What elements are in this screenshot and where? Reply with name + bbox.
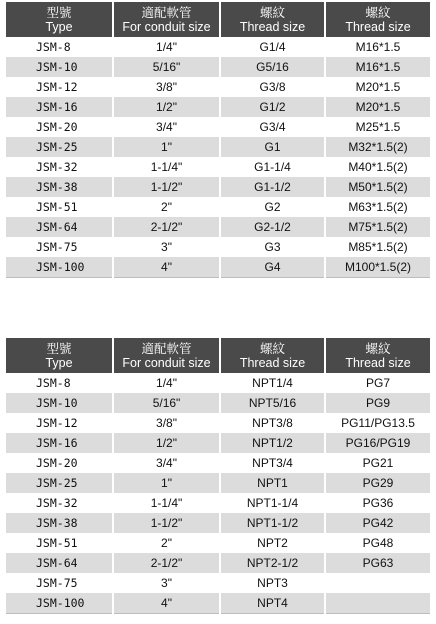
cell-conduit-size: 1/4" (113, 373, 220, 393)
cell-thread-size-alt: PG9 (325, 393, 430, 413)
cell-conduit-size: 5/16" (113, 393, 220, 413)
cell-thread-size-alt: PG48 (325, 533, 430, 553)
cell-thread-size: NPT2-1/2 (220, 553, 325, 573)
cell-thread-size: G3/4 (220, 117, 325, 137)
spec-table-npt-pg (6, 338, 430, 614)
table-row (6, 237, 430, 257)
header-cn: 型號 (46, 5, 72, 20)
cell-thread-size: NPT1/2 (220, 433, 325, 453)
cell-conduit-size: 3/8" (113, 77, 220, 97)
table-header (6, 338, 430, 373)
cell-conduit-size: 3/4" (113, 453, 220, 473)
cell-conduit-size: 2" (113, 197, 220, 217)
cell-thread-size-alt: M100*1.5(2) (325, 257, 430, 278)
header-thread-size-pg (325, 338, 430, 373)
header-cn: 螺紋 (365, 341, 391, 356)
spec-table-g-metric (6, 2, 430, 278)
cell-thread-size: G1 (220, 137, 325, 157)
header-row (6, 2, 430, 37)
cell-type: JSM-10 (6, 57, 113, 77)
header-type (6, 2, 113, 37)
cell-conduit-size: 1/2" (113, 433, 220, 453)
cell-conduit-size: 2-1/2" (113, 553, 220, 573)
cell-thread-size-alt: M20*1.5 (325, 77, 430, 97)
table-row (6, 77, 430, 97)
cell-thread-size-alt: M85*1.5(2) (325, 237, 430, 257)
cell-thread-size-alt: PG42 (325, 513, 430, 533)
cell-conduit-size: 3" (113, 237, 220, 257)
cell-type: JSM-32 (6, 157, 113, 177)
cell-thread-size: NPT3/4 (220, 453, 325, 473)
cell-thread-size-alt: PG36 (325, 493, 430, 513)
cell-type: JSM-64 (6, 217, 113, 237)
table-row (6, 493, 430, 513)
cell-thread-size-alt (325, 593, 430, 614)
cell-thread-size-alt: M25*1.5 (325, 117, 430, 137)
cell-thread-size: NPT1/4 (220, 373, 325, 393)
cell-conduit-size: 3/8" (113, 413, 220, 433)
cell-type: JSM-10 (6, 393, 113, 413)
header-en: For conduit size (122, 19, 211, 34)
cell-thread-size: G1-1/2 (220, 177, 325, 197)
cell-thread-size-alt: M16*1.5 (325, 57, 430, 77)
cell-type: JSM-8 (6, 373, 113, 393)
table-row (6, 413, 430, 433)
table-row (6, 373, 430, 393)
cell-type: JSM-16 (6, 433, 113, 453)
cell-conduit-size: 1-1/2" (113, 513, 220, 533)
cell-thread-size-alt: PG7 (325, 373, 430, 393)
table-row (6, 197, 430, 217)
cell-thread-size: NPT4 (220, 593, 325, 614)
cell-type: JSM-51 (6, 197, 113, 217)
table-row (6, 593, 430, 614)
header-cn: 型號 (46, 341, 72, 356)
cell-thread-size: G4 (220, 257, 325, 278)
cell-type: JSM-51 (6, 533, 113, 553)
cell-conduit-size: 3" (113, 573, 220, 593)
cell-thread-size: G1/2 (220, 97, 325, 117)
cell-thread-size: G2-1/2 (220, 217, 325, 237)
table-row (6, 97, 430, 117)
table-row (6, 117, 430, 137)
table-row (6, 257, 430, 278)
cell-type: JSM-20 (6, 453, 113, 473)
header-thread-size-npt (220, 338, 325, 373)
header-en: Type (45, 355, 73, 370)
cell-conduit-size: 1-1/2" (113, 177, 220, 197)
table-header (6, 2, 430, 37)
table-row (6, 433, 430, 453)
cell-type: JSM-75 (6, 237, 113, 257)
cell-conduit-size: 2" (113, 533, 220, 553)
cell-conduit-size: 1/2" (113, 97, 220, 117)
header-row (6, 338, 430, 373)
header-en: Thread size (239, 19, 306, 34)
cell-thread-size-alt: PG16/PG19 (325, 433, 430, 453)
cell-thread-size: NPT3/8 (220, 413, 325, 433)
cell-thread-size-alt: M32*1.5(2) (325, 137, 430, 157)
cell-thread-size: NPT5/16 (220, 393, 325, 413)
cell-thread-size: G3/8 (220, 77, 325, 97)
cell-type: JSM-32 (6, 493, 113, 513)
table-row (6, 513, 430, 533)
header-en: For conduit size (122, 355, 211, 370)
table-row (6, 137, 430, 157)
cell-thread-size: NPT1-1/2 (220, 513, 325, 533)
header-cn: 適配軟管 (141, 341, 192, 356)
header-en: Thread size (239, 355, 306, 370)
cell-thread-size: NPT3 (220, 573, 325, 593)
cell-type: JSM-64 (6, 553, 113, 573)
cell-conduit-size: 5/16" (113, 57, 220, 77)
cell-conduit-size: 3/4" (113, 117, 220, 137)
cell-type: JSM-100 (6, 257, 113, 278)
table-row (6, 533, 430, 553)
table-row (6, 57, 430, 77)
cell-thread-size-alt: M16*1.5 (325, 37, 430, 57)
cell-thread-size-alt: PG29 (325, 473, 430, 493)
cell-thread-size: NPT2 (220, 533, 325, 553)
cell-thread-size-alt: M40*1.5(2) (325, 157, 430, 177)
cell-thread-size-alt: M75*1.5(2) (325, 217, 430, 237)
header-cn: 螺紋 (259, 5, 285, 20)
table-row (6, 177, 430, 197)
header-type (6, 338, 113, 373)
cell-conduit-size: 1" (113, 473, 220, 493)
table-body (6, 373, 430, 614)
cell-thread-size: G5/16 (220, 57, 325, 77)
header-en: Type (45, 19, 73, 34)
header-cn: 螺紋 (259, 341, 285, 356)
header-en: Thread size (345, 355, 411, 370)
table-row (6, 473, 430, 493)
cell-type: JSM-75 (6, 573, 113, 593)
header-thread-size-m (325, 2, 430, 37)
cell-type: JSM-12 (6, 77, 113, 97)
table-row (6, 217, 430, 237)
header-cn: 適配軟管 (141, 5, 192, 20)
cell-thread-size-alt (325, 573, 430, 593)
cell-type: JSM-100 (6, 593, 113, 614)
cell-thread-size-alt: PG21 (325, 453, 430, 473)
header-thread-size-g (220, 2, 325, 37)
cell-conduit-size: 2-1/2" (113, 217, 220, 237)
header-cn: 螺紋 (365, 5, 391, 20)
table-row (6, 453, 430, 473)
header-conduit-size (113, 338, 220, 373)
cell-type: JSM-25 (6, 473, 113, 493)
table-row (6, 157, 430, 177)
cell-thread-size-alt: M50*1.5(2) (325, 177, 430, 197)
table-row (6, 573, 430, 593)
cell-conduit-size: 1" (113, 137, 220, 157)
header-conduit-size (113, 2, 220, 37)
cell-type: JSM-16 (6, 97, 113, 117)
cell-type: JSM-38 (6, 513, 113, 533)
cell-thread-size-alt: M20*1.5 (325, 97, 430, 117)
cell-thread-size: G1/4 (220, 37, 325, 57)
cell-conduit-size: 1/4" (113, 37, 220, 57)
cell-type: JSM-25 (6, 137, 113, 157)
table-row (6, 37, 430, 57)
cell-type: JSM-8 (6, 37, 113, 57)
cell-thread-size-alt: PG63 (325, 553, 430, 573)
cell-type: JSM-20 (6, 117, 113, 137)
cell-conduit-size: 4" (113, 593, 220, 614)
cell-thread-size-alt: M63*1.5(2) (325, 197, 430, 217)
cell-conduit-size: 1-1/4" (113, 493, 220, 513)
cell-thread-size: NPT1-1/4 (220, 493, 325, 513)
cell-thread-size: G2 (220, 197, 325, 217)
table-row (6, 553, 430, 573)
cell-type: JSM-38 (6, 177, 113, 197)
table-row (6, 393, 430, 413)
cell-thread-size-alt: PG11/PG13.5 (325, 413, 430, 433)
cell-thread-size: NPT1 (220, 473, 325, 493)
cell-type: JSM-12 (6, 413, 113, 433)
header-en: Thread size (345, 19, 411, 34)
cell-thread-size: G3 (220, 237, 325, 257)
cell-conduit-size: 1-1/4" (113, 157, 220, 177)
cell-conduit-size: 4" (113, 257, 220, 278)
cell-thread-size: G1-1/4 (220, 157, 325, 177)
table-body (6, 37, 430, 278)
